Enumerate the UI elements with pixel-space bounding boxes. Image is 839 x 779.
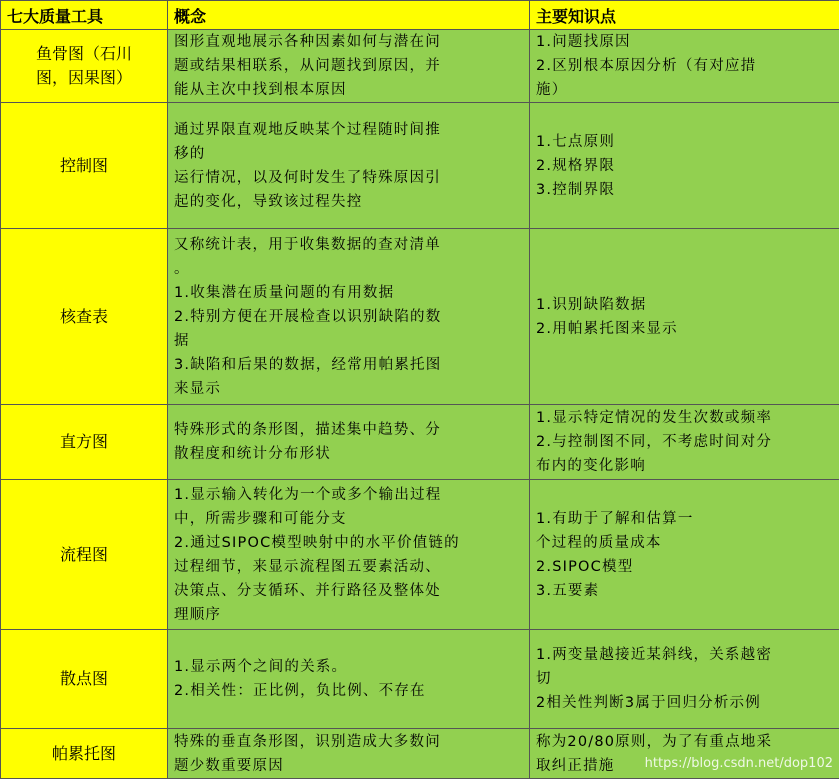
- tool-line: 流程图: [7, 543, 161, 567]
- concept-line: 中，所需步骤和可能分支: [174, 507, 523, 531]
- tool-line: 帕累托图: [7, 742, 161, 766]
- points-cell: [530, 480, 839, 630]
- concept-line: 决策点、分支循环、并行路径及整体处: [174, 579, 523, 603]
- concept-line: 题少数重要原因: [174, 754, 523, 778]
- points-cell: [530, 229, 839, 405]
- points-line: 2.SIPOC模型: [536, 555, 833, 579]
- concept-line: 2.相关性：正比例，负比例、不存在: [174, 679, 523, 703]
- points-line: 取纠正措施: [536, 754, 833, 778]
- points-line: 个过程的质量成本: [536, 531, 833, 555]
- tool-line: 核查表: [7, 305, 161, 329]
- concept-cell: [168, 480, 530, 630]
- tool-line: 控制图: [7, 154, 161, 178]
- concept-line: 又称统计表，用于收集数据的查对清单: [174, 233, 523, 257]
- points-line: 布内的变化影响: [536, 454, 833, 478]
- tool-line: 图，因果图）: [7, 66, 161, 90]
- concept-line: 特殊形式的条形图，描述集中趋势、分: [174, 418, 523, 442]
- concept-line: 移的: [174, 142, 523, 166]
- points-line: 1.七点原则: [536, 130, 833, 154]
- points-line: 称为20/80原则，为了有重点地采: [536, 730, 833, 754]
- concept-line: 3.缺陷和后果的数据，经常用帕累托图: [174, 353, 523, 377]
- points-line: 2.用帕累托图来显示: [536, 317, 833, 341]
- concept-line: 图形直观地展示各种因素如何与潜在问: [174, 30, 523, 54]
- tool-cell: [1, 480, 168, 630]
- concept-line: 特殊的垂直条形图，识别造成大多数问: [174, 730, 523, 754]
- table-row: [1, 729, 839, 779]
- points-line: 1.显示特定情况的发生次数或频率: [536, 406, 833, 430]
- concept-line: 2.通过SIPOC模型映射中的水平价值链的: [174, 531, 523, 555]
- header-tool: 七大质量工具: [1, 1, 168, 30]
- tool-line: 鱼骨图（石川: [7, 42, 161, 66]
- points-line: 2.规格界限: [536, 154, 833, 178]
- concept-line: 2.特别方便在开展检查以识别缺陷的数: [174, 305, 523, 329]
- points-cell: [530, 630, 839, 729]
- points-line: 1.两变量越接近某斜线，关系越密: [536, 643, 833, 667]
- tool-cell: [1, 405, 168, 480]
- points-line: 施）: [536, 78, 833, 102]
- tool-line: 散点图: [7, 667, 161, 691]
- concept-line: 起的变化，导致该过程失控: [174, 190, 523, 214]
- points-cell: [530, 103, 839, 229]
- concept-line: 理顺序: [174, 603, 523, 627]
- points-line: 1.有助于了解和估算一: [536, 507, 833, 531]
- tool-cell: [1, 630, 168, 729]
- points-line: 2相关性判断3属于回归分析示例: [536, 691, 833, 715]
- concept-line: 1.显示输入转化为一个或多个输出过程: [174, 483, 523, 507]
- table-row: [1, 229, 839, 405]
- concept-line: 1.显示两个之间的关系。: [174, 655, 523, 679]
- concept-cell: [168, 729, 530, 779]
- points-line: 3.控制界限: [536, 178, 833, 202]
- points-line: 1.问题找原因: [536, 30, 833, 54]
- concept-cell: [168, 229, 530, 405]
- concept-cell: [168, 405, 530, 480]
- tool-cell: [1, 103, 168, 229]
- concept-line: 通过界限直观地反映某个过程随时间推: [174, 118, 523, 142]
- concept-line: 来显示: [174, 377, 523, 401]
- points-line: 3.五要素: [536, 579, 833, 603]
- header-row: [1, 1, 839, 30]
- points-line: 2.区别根本原因分析（有对应措: [536, 54, 833, 78]
- concept-line: 运行情况，以及何时发生了特殊原因引: [174, 166, 523, 190]
- points-cell: [530, 729, 839, 779]
- watermark: https://blog.csdn.net/dop102: [645, 756, 833, 771]
- concept-cell: [168, 630, 530, 729]
- concept-line: 1.收集潜在质量问题的有用数据: [174, 281, 523, 305]
- concept-cell: [168, 103, 530, 229]
- table-row: [1, 630, 839, 729]
- points-cell: [530, 405, 839, 480]
- points-line: 1.识别缺陷数据: [536, 293, 833, 317]
- points-line: 切: [536, 667, 833, 691]
- header-points: 主要知识点: [530, 1, 839, 30]
- concept-line: 散程度和统计分布形状: [174, 442, 523, 466]
- concept-line: 。: [174, 257, 523, 281]
- concept-cell: [168, 30, 530, 103]
- concept-line: 能从主次中找到根本原因: [174, 78, 523, 102]
- table-row: [1, 103, 839, 229]
- concept-line: 题或结果相联系，从问题找到原因，并: [174, 54, 523, 78]
- concept-line: 据: [174, 329, 523, 353]
- points-line: 2.与控制图不同，不考虑时间对分: [536, 430, 833, 454]
- tool-cell: [1, 229, 168, 405]
- points-cell: [530, 30, 839, 103]
- tool-line: 直方图: [7, 430, 161, 454]
- table-row: [1, 30, 839, 103]
- table-row: [1, 405, 839, 480]
- table-row: [1, 480, 839, 630]
- tool-cell: [1, 729, 168, 779]
- header-concept: 概念: [168, 1, 530, 30]
- tool-cell: [1, 30, 168, 103]
- concept-line: 过程细节，来显示流程图五要素活动、: [174, 555, 523, 579]
